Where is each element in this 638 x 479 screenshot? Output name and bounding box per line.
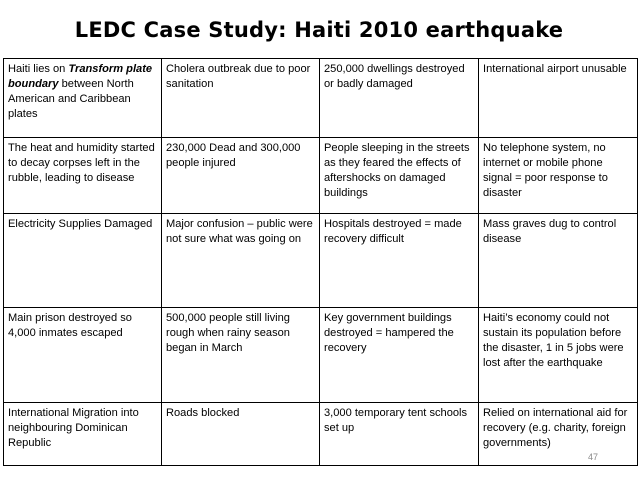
cell-text: between North American and Caribbean plates	[8, 78, 134, 120]
table-cell: Relied on international aid for recovery (e.g. charity, foreign governments)	[479, 403, 638, 466]
table-row	[4, 59, 638, 138]
case-study-table	[3, 58, 638, 466]
table-cell: International airport unusable	[479, 59, 638, 138]
emphasized-term: Transform plate boundary	[8, 63, 153, 90]
table-cell: Cholera outbreak due to poor sanitation	[162, 59, 320, 138]
table-cell: 500,000 people still living rough when rainy season began in March	[162, 308, 320, 403]
table-cell: 3,000 temporary tent schools set up	[320, 403, 479, 466]
table-cell	[4, 59, 162, 138]
table-cell: No telephone system, no internet or mobile phone signal = poor response to disaster	[479, 138, 638, 214]
table-cell: 250,000 dwellings destroyed or badly damaged	[320, 59, 479, 138]
table-cell: 230,000 Dead and 300,000 people injured	[162, 138, 320, 214]
table-cell: Major confusion – public were not sure what was going on	[162, 214, 320, 308]
table-row	[4, 403, 638, 466]
table-cell: Hospitals destroyed = made recovery difficult	[320, 214, 479, 308]
table-cell: Electricity Supplies Damaged	[4, 214, 162, 308]
page-number: 47	[587, 452, 598, 462]
cell-text: Haiti lies on	[8, 63, 69, 75]
table-cell: People sleeping in the streets as they feared the effects of aftershocks on damaged buildings	[320, 138, 479, 214]
table-cell: Main prison destroyed so 4,000 inmates escaped	[4, 308, 162, 403]
table-row	[4, 214, 638, 308]
table-cell: Mass graves dug to control disease	[479, 214, 638, 308]
table-cell: The heat and humidity started to decay corpses left in the rubble, leading to disease	[4, 138, 162, 214]
table-cell: International Migration into neighbouring Dominican Republic	[4, 403, 162, 466]
table-row	[4, 138, 638, 214]
table-cell: Haiti’s economy could not sustain its population before the disaster, 1 in 5 jobs were lost after the earthquake	[479, 308, 638, 403]
table-cell: Key government buildings destroyed = hampered the recovery	[320, 308, 479, 403]
table-row	[4, 308, 638, 403]
slide-title: LEDC Case Study: Haiti 2010 earthquake	[74, 18, 564, 42]
table-cell: Roads blocked	[162, 403, 320, 466]
